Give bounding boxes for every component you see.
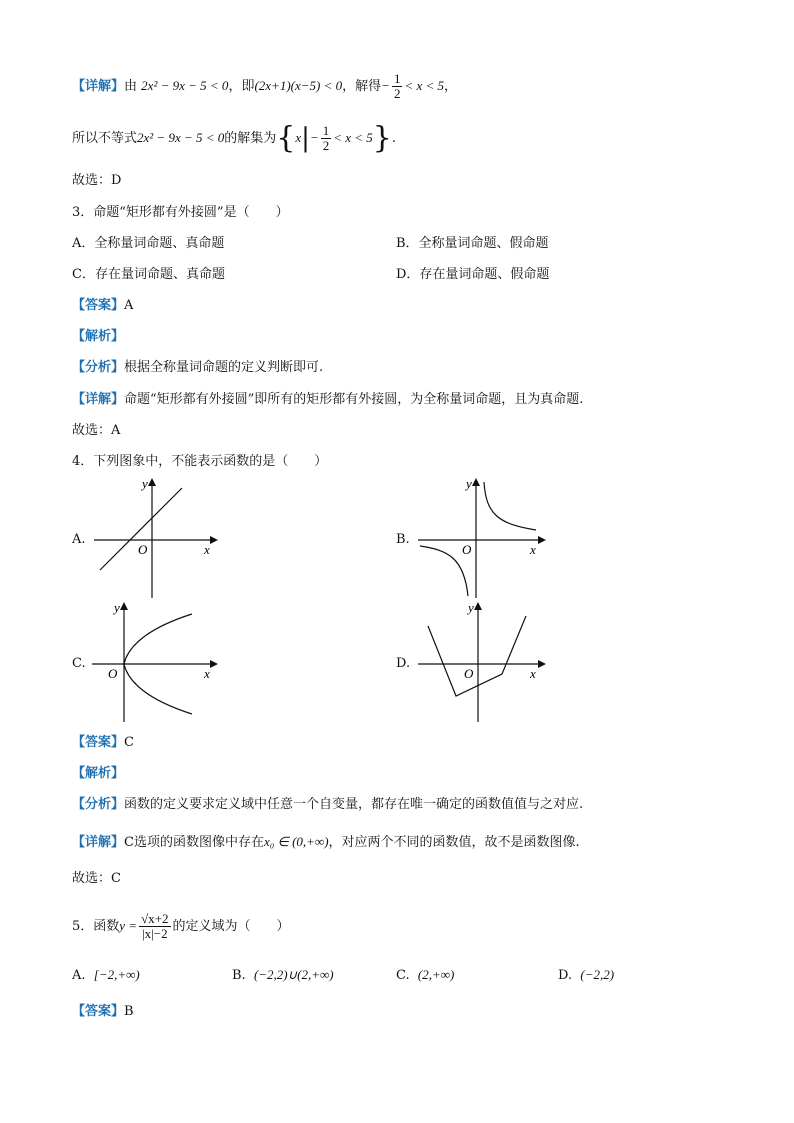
svg-text:O: O <box>138 542 148 557</box>
q3-option-a: A．全称量词命题、真命题 <box>72 236 225 251</box>
svg-text:x: x <box>204 666 210 681</box>
graph-d-label: D. <box>396 656 411 671</box>
q3-fenxi: 【分析】根据全称量词命题的定义判断即可. <box>72 360 324 375</box>
q4-choose: 故选：C <box>72 871 121 886</box>
q3-analysis: 【解析】 <box>72 329 125 344</box>
svg-text:O: O <box>108 666 118 681</box>
hyperbola-left <box>420 546 468 596</box>
svg-text:x: x <box>204 542 210 557</box>
q5-fraction: $\frac{√x+2}{|x|-2}$ <box>141 911 169 941</box>
factored-inequality: (2x+1)(x−5) < 0 <box>254 78 343 93</box>
line-curve <box>100 488 182 570</box>
svg-text:y: y <box>114 600 120 615</box>
q4-analysis: 【解析】 <box>72 766 125 781</box>
q4-answer: 【答案】C <box>72 735 134 750</box>
graph-c-label: C. <box>72 656 86 671</box>
graph-a-label: A. <box>72 532 86 547</box>
q5-stem: 5．函数y = $\frac{√x+2}{|x|-2}$ 的定义域为（ ） <box>72 911 290 941</box>
svg-text:x: x <box>530 542 536 557</box>
svg-text:y: y <box>142 476 148 491</box>
graph-a <box>88 474 228 602</box>
q5-option-b: B. (−2,2)∪(2,+∞) <box>232 967 334 983</box>
polyline-curve <box>428 616 526 696</box>
q4-fenxi: 【分析】函数的定义要求定义域中任意一个自变量，都存在唯一确定的函数值值与之对应. <box>72 797 584 812</box>
svg-text:O: O <box>464 666 474 681</box>
graph-b <box>414 474 554 602</box>
q4-stem: 4．下列图象中，不能表示函数的是（ ） <box>72 454 328 469</box>
q3-option-b: B．全称量词命题、假命题 <box>396 236 549 251</box>
svg-text:x: x <box>530 666 536 681</box>
svg-text:y: y <box>466 476 472 491</box>
solution-set-line: 所以不等式2x² − 9x − 5 < 0的解集为{x|− $\frac{1}{2}$ < x < 5}. <box>72 120 397 156</box>
detail-line-1: 【详解】由 2x² − 9x − 5 < 0，即(2x+1)(x−5) < 0，解得− $\frac{1}{2}$ < x < 5， <box>72 71 458 101</box>
q5-option-a: A. [−2,+∞) <box>72 967 140 983</box>
graph-d <box>414 598 554 726</box>
detail-tag: 【详解】 <box>72 79 125 94</box>
choose-line: 故选：D <box>72 173 122 188</box>
q3-stem: 3．命题“矩形都有外接圆”是（ ） <box>72 205 289 220</box>
hyperbola-right <box>484 482 536 530</box>
q5-answer: 【答案】B <box>72 1004 134 1019</box>
fraction-half: $\frac{1}{2}$ <box>393 71 401 101</box>
graph-c <box>88 598 228 726</box>
q3-choose: 故选：A <box>72 423 121 438</box>
q4-xiangjie: 【详解】C选项的函数图像中存在x₀ ∈ (0,+∞)，对应两个不同的函数值，故不是函数图像. <box>72 834 580 850</box>
q5-option-c: C. (2,+∞) <box>396 967 455 983</box>
svg-text:y: y <box>468 600 474 615</box>
graph-b-label: B. <box>396 532 410 547</box>
q3-option-d: D．存在量词命题、假命题 <box>396 267 550 282</box>
q3-option-c: C．存在量词命题、真命题 <box>72 267 225 282</box>
q3-xiangjie: 【详解】命题“矩形都有外接圆”即所有的矩形都有外接圆，为全称量词命题，且为真命题. <box>72 392 584 407</box>
q3-answer: 【答案】A <box>72 298 134 313</box>
svg-text:O: O <box>462 542 472 557</box>
inequality: 2x² − 9x − 5 < 0 <box>141 78 229 93</box>
q5-option-d: D. (−2,2) <box>558 967 615 983</box>
